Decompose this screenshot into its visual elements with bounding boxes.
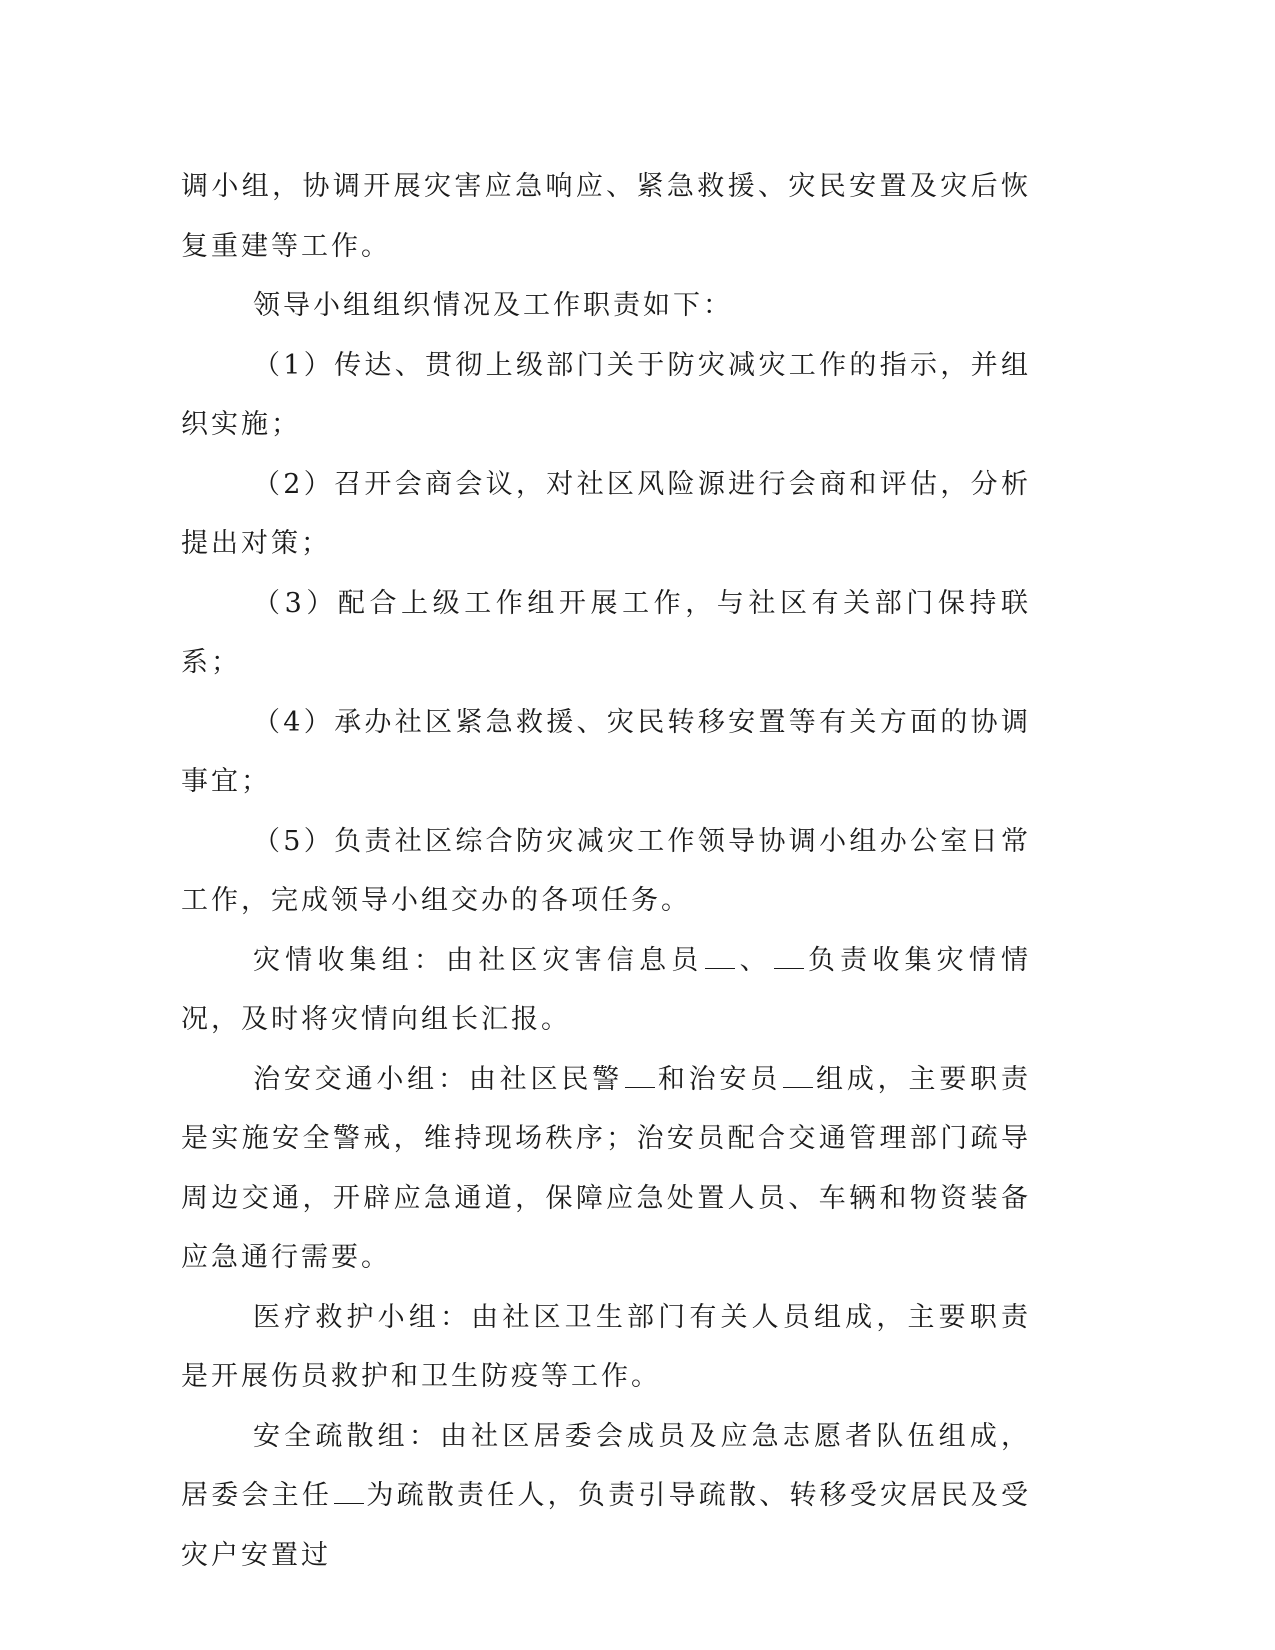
blank-field xyxy=(783,1065,813,1088)
text-segment: 为疏散责任人，负责引导疏散、转移受灾居民及受灾户安置过 xyxy=(181,1480,1032,1571)
text-segment: 组成，主要职责是实施安全警戒，维持现场秩序；治安员配合交通管理部门疏导周边交通，开辟应急通道，保障应急处置人员、车辆和物资装备应急通行需要。 xyxy=(181,1063,1032,1273)
paragraph-duty-2: （2）召开会商会议，对社区风险源进行会商和评估，分析提出对策； xyxy=(181,468,1031,559)
paragraph-duty-3: （3）配合上级工作组开展工作，与社区有关部门保持联系； xyxy=(181,587,1031,678)
text-segment: 、 xyxy=(737,944,772,976)
blank-field xyxy=(625,1065,655,1088)
paragraph-disaster-info-group xyxy=(181,931,1031,1050)
blank-field xyxy=(774,946,804,969)
blank-field xyxy=(334,1481,364,1504)
paragraph-leadership-intro: 领导小组组织情况及工作职责如下： xyxy=(253,290,733,321)
text-segment: 安全疏散组：由社区居委会成员及应急志愿者队伍组成，居委会主任 xyxy=(181,1420,1031,1511)
blank-field xyxy=(705,946,735,969)
paragraph-duty-4: （4）承办社区紧急救援、灾民转移安置等有关方面的协调事宜； xyxy=(181,706,1031,797)
text-segment: 治安交通小组：由社区民警 xyxy=(253,1063,623,1095)
paragraph-medical-group: 医疗救护小组：由社区卫生部门有关人员组成，主要职责是开展伤员救护和卫生防疫等工作。 xyxy=(181,1301,1031,1392)
paragraph-duty-1: （1）传达、贯彻上级部门关于防灾减灾工作的指示，并组织实施； xyxy=(181,349,1031,440)
paragraph-continuation: 调小组，协调开展灾害应急响应、紧急救援、灾民安置及灾后恢复重建等工作。 xyxy=(181,171,1031,262)
text-segment: 和治安员 xyxy=(657,1063,782,1095)
text-segment: 灾情收集组：由社区灾害信息员 xyxy=(253,944,704,976)
paragraph-evacuation-group xyxy=(181,1407,1031,1586)
document-body xyxy=(181,157,1031,1585)
paragraph-security-traffic-group xyxy=(181,1050,1031,1288)
paragraph-duty-5: （5）负责社区综合防灾减灾工作领导协调小组办公室日常工作，完成领导小组交办的各项任务。 xyxy=(181,825,1031,916)
text-segment: 负责收集灾情情况，及时将灾情向组长汇报。 xyxy=(181,944,1032,1035)
